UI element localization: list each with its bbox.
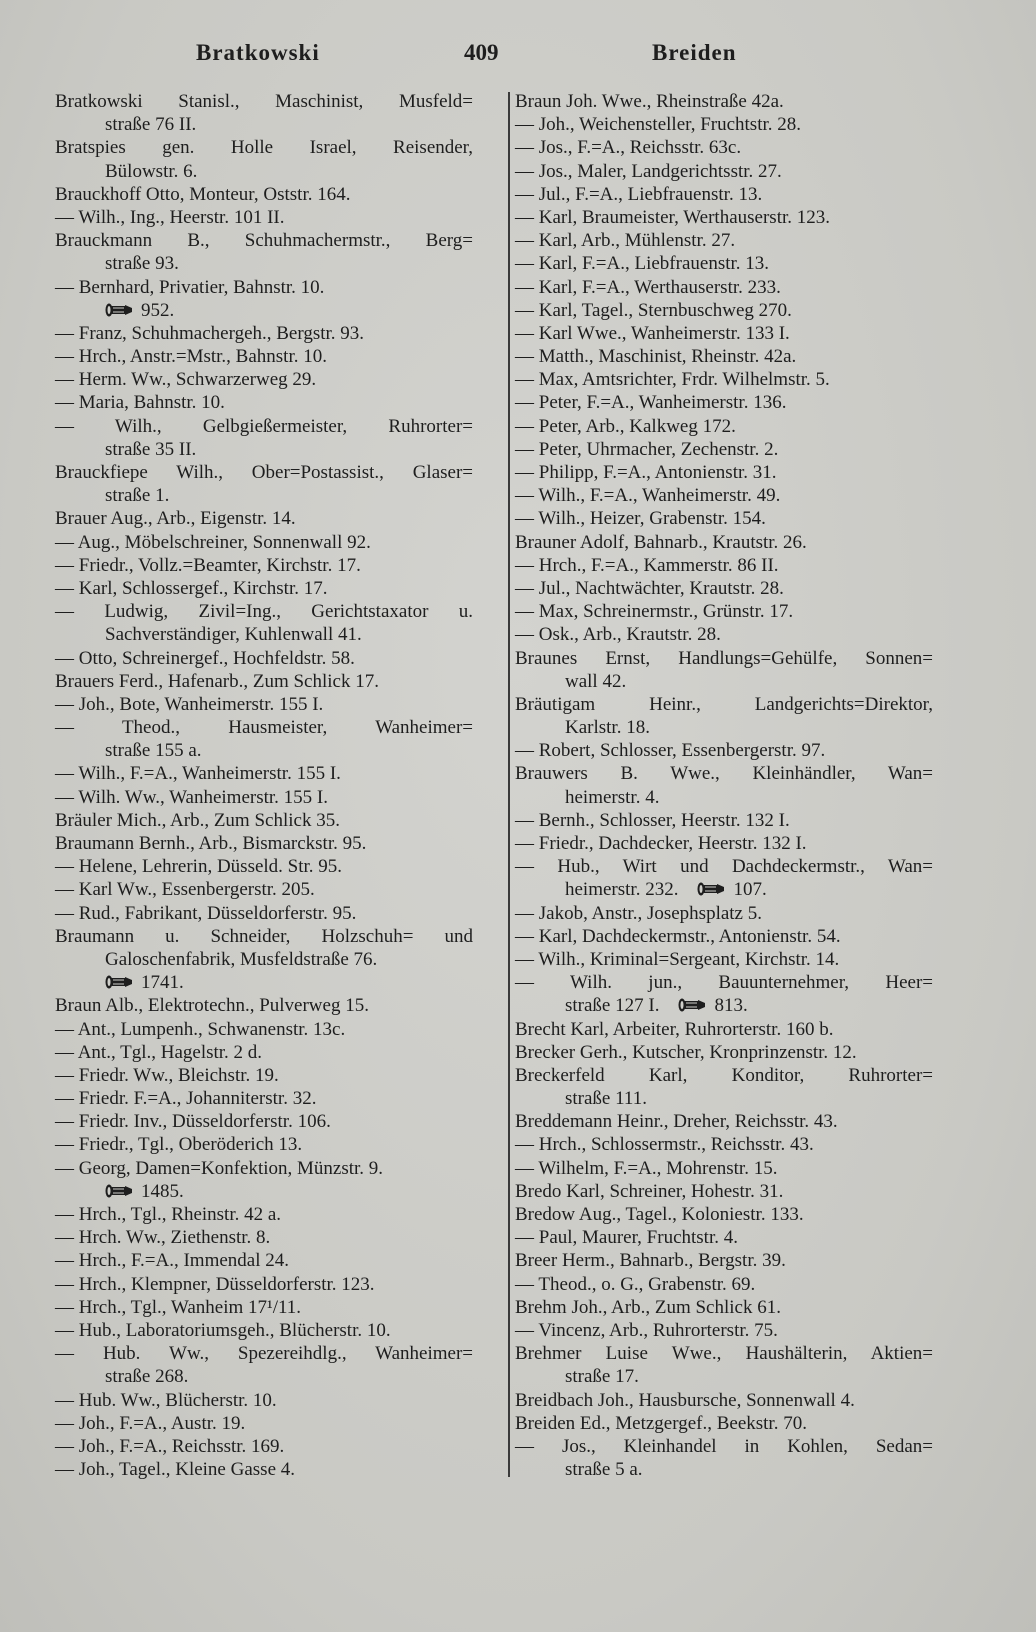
sub-entry: [55, 902, 473, 925]
entry-text: — Hub., Laboratoriumsgeh., Blücherstr. 10.: [55, 1319, 391, 1341]
entry-text: straße 93.: [105, 253, 179, 275]
directory-entry: [55, 994, 473, 1017]
entry-text: straße 35 II.: [105, 438, 197, 460]
entry-text: — Jul., Nachtwächter, Krautstr. 28.: [515, 577, 784, 599]
directory-entry: [55, 925, 473, 948]
entry-text: — Ant., Tgl., Hagelstr. 2 d.: [55, 1041, 263, 1063]
sub-entry: [515, 391, 933, 414]
directory-entry: [515, 1064, 933, 1087]
entry-text: Breddemann Heinr., Dreher, Reichsstr. 43.: [515, 1111, 838, 1133]
telephone-number: 813.: [714, 995, 748, 1017]
entry-text: — Osk., Arb., Krautstr. 28.: [515, 624, 721, 646]
sub-entry: [55, 600, 473, 623]
entry-text: straße 5 a.: [565, 1459, 643, 1481]
sub-entry: [55, 415, 473, 438]
sub-entry: [515, 577, 933, 600]
telephone-number: 952.: [141, 299, 175, 321]
directory-entry: [55, 136, 473, 159]
right-column: [515, 90, 933, 1481]
entry-text: — Jos., Kleinhandel in Kohlen, Sedan=: [515, 1435, 933, 1457]
sub-entry: [55, 1412, 473, 1435]
entry-text: Breidbach Joh., Hausbursche, Sonnenwall 4.: [515, 1389, 855, 1411]
telephone-icon: [105, 975, 135, 989]
directory-entry: [55, 832, 473, 855]
directory-entry: [515, 1203, 933, 1226]
entry-text: — Franz, Schuhmachergeh., Bergstr. 93.: [55, 322, 365, 344]
entry-text: — Herm. Ww., Schwarzerweg 29.: [55, 369, 317, 391]
sub-entry: [55, 693, 473, 716]
entry-text: heimerstr. 4.: [565, 786, 660, 808]
entry-text: — Matth., Maschinist, Rheinstr. 42a.: [515, 346, 797, 368]
sub-entry: [55, 531, 473, 554]
directory-entry: [515, 1412, 933, 1435]
sub-entry: [515, 484, 933, 507]
directory-entry: [55, 461, 473, 484]
entry-text: — Theod., o. G., Grabenstr. 69.: [515, 1273, 756, 1295]
directory-entry: [55, 809, 473, 832]
entry-text: — Bernhard, Privatier, Bahnstr. 10.: [55, 276, 325, 298]
entry-text: straße 111.: [565, 1088, 647, 1110]
entry-text: straße 155 a.: [105, 740, 202, 762]
sub-entry: [55, 647, 473, 670]
entry-text: Brauers Ferd., Hafenarb., Zum Schlick 17.: [55, 670, 379, 692]
directory-entry: [515, 1389, 933, 1412]
entry-text: Brauwers B. Wwe., Kleinhändler, Wan=: [515, 763, 933, 785]
entry-continuation: [515, 1458, 933, 1481]
entry-text: — Wilh., Heizer, Grabenstr. 154.: [515, 508, 766, 530]
directory-entry: [55, 670, 473, 693]
sub-entry: [55, 345, 473, 368]
entry-continuation: [515, 786, 933, 809]
sub-entry: [55, 716, 473, 739]
sub-entry: [515, 322, 933, 345]
sub-entry: [55, 1273, 473, 1296]
sub-entry: [55, 1389, 473, 1412]
sub-entry: [515, 1435, 933, 1458]
running-head-left: Bratkowski: [196, 40, 320, 65]
entry-text: — Peter, Uhrmacher, Zechenstr. 2.: [515, 438, 779, 460]
entry-text: — Joh., Tagel., Kleine Gasse 4.: [55, 1459, 295, 1481]
directory-entry: [515, 762, 933, 785]
sub-entry: [515, 832, 933, 855]
sub-entry: [515, 971, 933, 994]
entry-text: Bratkowski Stanisl., Maschinist, Musfeld=: [55, 91, 473, 112]
sub-entry: [515, 415, 933, 438]
entry-text: — Hrch., Tgl., Wanheim 17¹/11.: [55, 1296, 302, 1318]
entry-text: Bredow Aug., Tagel., Koloniestr. 133.: [515, 1204, 804, 1225]
entry-text: — Karl, Arb., Mühlenstr. 27.: [515, 230, 736, 252]
sub-entry: [515, 345, 933, 368]
sub-entry: [55, 1458, 473, 1481]
sub-entry: [55, 391, 473, 414]
entry-text: — Joh., F.=A., Austr. 19.: [55, 1412, 246, 1434]
sub-entry: [515, 1226, 933, 1249]
sub-entry: [515, 1133, 933, 1156]
sub-entry: [55, 1110, 473, 1133]
telephone-icon: [697, 882, 727, 896]
sub-entry: [515, 438, 933, 461]
entry-continuation: [55, 113, 473, 136]
entry-text: — Bernh., Schlosser, Heerstr. 132 I.: [515, 809, 790, 831]
entry-text: — Joh., Weichensteller, Fruchtstr. 28.: [515, 114, 802, 136]
entry-text: Braunes Ernst, Handlungs=Gehülfe, Sonnen=: [515, 647, 933, 669]
sub-entry: [515, 902, 933, 925]
sub-entry: [515, 461, 933, 484]
entry-continuation: [55, 299, 473, 322]
sub-entry: [515, 739, 933, 762]
entry-text: — Wilh. Ww., Wanheimerstr. 155 I.: [55, 786, 328, 808]
entry-text: — Friedr. Inv., Düsseldorferstr. 106.: [55, 1111, 331, 1133]
entry-text: — Hub., Wirt und Dachdeckermstr., Wan=: [515, 856, 933, 878]
sub-entry: [515, 276, 933, 299]
sub-entry: [55, 1087, 473, 1110]
sub-entry: [55, 1296, 473, 1319]
entry-text: Brauer Aug., Arb., Eigenstr. 14.: [55, 508, 296, 530]
entry-text: — Theod., Hausmeister, Wanheimer=: [55, 717, 473, 739]
entry-continuation: [55, 971, 473, 994]
running-head-right: Breiden: [652, 40, 737, 65]
telephone-number: 1741.: [141, 972, 184, 994]
sub-entry: [55, 1157, 473, 1180]
sub-entry: [515, 252, 933, 275]
entry-text: — Georg, Damen=Konfektion, Münzstr. 9.: [55, 1157, 384, 1179]
entry-text: — Peter, Arb., Kalkweg 172.: [515, 415, 736, 437]
entry-text: — Friedr. Ww., Bleichstr. 19.: [55, 1064, 279, 1086]
entry-continuation: [55, 1365, 473, 1388]
entry-text: Brauner Adolf, Bahnarb., Krautstr. 26.: [515, 531, 807, 553]
entry-text: Breckerfeld Karl, Konditor, Ruhrorter=: [515, 1064, 933, 1086]
entry-text: — Hrch., Anstr.=Mstr., Bahnstr. 10.: [55, 346, 327, 368]
sub-entry: [515, 368, 933, 391]
directory-entry: [515, 1180, 933, 1203]
entry-text: — Jakob, Anstr., Josephsplatz 5.: [515, 902, 762, 924]
entry-text: — Maria, Bahnstr. 10.: [55, 392, 225, 414]
entry-continuation: [55, 1180, 473, 1203]
directory-entry: [55, 90, 473, 113]
directory-entry: [515, 1018, 933, 1041]
entry-text: — Wilh., F.=A., Wanheimerstr. 155 I.: [55, 763, 341, 785]
entry-continuation: [515, 1087, 933, 1110]
entry-text: — Joh., F.=A., Reichsstr. 169.: [55, 1435, 285, 1457]
entry-text: Sachverständiger, Kuhlenwall 41.: [105, 624, 362, 646]
entry-text: Brauckhoff Otto, Monteur, Oststr. 164.: [55, 183, 351, 205]
sub-entry: [55, 1041, 473, 1064]
sub-entry: [515, 809, 933, 832]
sub-entry: [55, 368, 473, 391]
entry-text: straße 17.: [565, 1366, 639, 1388]
entry-text: — Wilhelm, F.=A., Mohrenstr. 15.: [515, 1157, 778, 1179]
directory-entry: [515, 647, 933, 670]
entry-text: Karlstr. 18.: [565, 717, 650, 739]
entry-continuation: [55, 739, 473, 762]
entry-text: wall 42.: [565, 670, 627, 692]
entry-text: Brecht Karl, Arbeiter, Ruhrorterstr. 160 b.: [515, 1018, 834, 1040]
entry-text: Bräuler Mich., Arb., Zum Schlick 35.: [55, 809, 340, 831]
entry-text: — Paul, Maurer, Fruchtstr. 4.: [515, 1227, 738, 1249]
entry-text: — Hrch., F.=A., Immendal 24.: [55, 1250, 289, 1272]
entry-text: — Hrch., Schlossermstr., Reichsstr. 43.: [515, 1134, 814, 1156]
sub-entry: [55, 554, 473, 577]
entry-text: — Friedr., Dachdecker, Heerstr. 132 I.: [515, 833, 807, 854]
entry-text: — Vincenz, Arb., Ruhrorterstr. 75.: [515, 1319, 778, 1341]
directory-entry: [515, 531, 933, 554]
entry-text: — Hub. Ww., Blücherstr. 10.: [55, 1389, 277, 1411]
entry-text: straße 268.: [105, 1366, 189, 1388]
sub-entry: [515, 948, 933, 971]
sub-entry: [515, 600, 933, 623]
entry-text: Braumann u. Schneider, Holzschuh= und: [55, 925, 473, 947]
entry-text: — Wilh., Kriminal=Sergeant, Kirchstr. 14.: [515, 948, 840, 970]
sub-entry: [55, 1319, 473, 1342]
sub-entry: [55, 322, 473, 345]
entry-text: — Friedr., Tgl., Oberöderich 13.: [55, 1134, 303, 1156]
directory-entry: [515, 1041, 933, 1064]
entry-text: straße 1.: [105, 485, 170, 507]
entry-text: — Wilh., Gelbgießermeister, Ruhrorter=: [55, 415, 473, 437]
entry-continuation: [515, 878, 933, 901]
sub-entry: [55, 1018, 473, 1041]
telephone-icon: [105, 303, 135, 317]
entry-text: — Karl, F.=A., Liebfrauenstr. 13.: [515, 253, 770, 275]
sub-entry: [55, 276, 473, 299]
entry-continuation: [55, 160, 473, 183]
entry-continuation: [55, 252, 473, 275]
entry-text: — Max, Schreinermstr., Grünstr. 17.: [515, 601, 794, 623]
directory-entry: [55, 183, 473, 206]
entry-continuation: [55, 484, 473, 507]
sub-entry: [55, 878, 473, 901]
directory-entry: [515, 693, 933, 716]
entry-text: — Karl Ww., Essenbergerstr. 205.: [55, 879, 315, 901]
entry-text: — Aug., Möbelschreiner, Sonnenwall 92.: [55, 531, 371, 553]
sub-entry: [515, 623, 933, 646]
sub-entry: [55, 1203, 473, 1226]
sub-entry: [55, 206, 473, 229]
entry-text: Galoschenfabrik, Musfeldstraße 76.: [105, 948, 378, 970]
entry-text: Bratspies gen. Holle Israel, Reisender,: [55, 137, 473, 159]
entry-text: Brecker Gerh., Kutscher, Kronprinzenstr. 12.: [515, 1041, 857, 1063]
sub-entry: [515, 206, 933, 229]
sub-entry: [515, 183, 933, 206]
entry-text: — Hrch., F.=A., Kammerstr. 86 II.: [515, 554, 779, 576]
entry-text: — Hrch., Tgl., Rheinstr. 42 a.: [55, 1204, 282, 1225]
entry-text: — Karl, Tagel., Sternbuschweg 270.: [515, 299, 792, 321]
entry-text: — Max, Amtsrichter, Frdr. Wilhelmstr. 5.: [515, 369, 830, 391]
entry-text: Brehm Joh., Arb., Zum Schlick 61.: [515, 1296, 781, 1318]
telephone-icon: [105, 1184, 135, 1198]
entry-text: — Wilh., Ing., Heerstr. 101 II.: [55, 206, 285, 228]
entry-text: Braumann Bernh., Arb., Bismarckstr. 95.: [55, 833, 367, 854]
entry-text: — Jul., F.=A., Liebfrauenstr. 13.: [515, 183, 763, 205]
sub-entry: [515, 299, 933, 322]
entry-text: Breer Herm., Bahnarb., Bergstr. 39.: [515, 1250, 786, 1272]
sub-entry: [515, 855, 933, 878]
sub-entry: [55, 1342, 473, 1365]
entry-text: — Otto, Schreinergef., Hochfeldstr. 58.: [55, 647, 355, 669]
sub-entry: [515, 1273, 933, 1296]
entry-continuation: [55, 623, 473, 646]
directory-entry: [55, 507, 473, 530]
entry-text: — Hrch. Ww., Ziethenstr. 8.: [55, 1227, 271, 1249]
entry-text: — Hub. Ww., Spezereihdlg., Wanheimer=: [55, 1343, 473, 1365]
entry-text: — Joh., Bote, Wanheimerstr. 155 I.: [55, 693, 324, 715]
sub-entry: [55, 1249, 473, 1272]
entry-text: Braun Alb., Elektrotechn., Pulverweg 15.: [55, 995, 369, 1017]
entry-text: — Peter, F.=A., Wanheimerstr. 136.: [515, 392, 787, 414]
entry-text: Breiden Ed., Metzgergef., Beekstr. 70.: [515, 1412, 807, 1434]
entry-text: Brauckfiepe Wilh., Ober=Postassist., Glaser=: [55, 462, 473, 483]
sub-entry: [55, 1064, 473, 1087]
entry-text: — Karl, F.=A., Werthauserstr. 233.: [515, 276, 781, 298]
entry-text: straße 76 II.: [105, 114, 197, 136]
directory-entry: [55, 229, 473, 252]
directory-entry: [515, 1249, 933, 1272]
entry-text: — Rud., Fabrikant, Düsseldorferstr. 95.: [55, 902, 357, 924]
entry-text: straße 127 I.: [565, 995, 660, 1017]
sub-entry: [515, 1319, 933, 1342]
sub-entry: [515, 113, 933, 136]
telephone-number: 1485.: [141, 1180, 184, 1202]
entry-text: — Jos., F.=A., Reichsstr. 63c.: [515, 137, 742, 159]
sub-entry: [515, 229, 933, 252]
sub-entry: [515, 507, 933, 530]
entry-text: — Wilh., F.=A., Wanheimerstr. 49.: [515, 485, 781, 507]
entry-text: — Friedr. F.=A., Johanniterstr. 32.: [55, 1088, 317, 1110]
sub-entry: [55, 855, 473, 878]
telephone-icon: [678, 998, 708, 1012]
directory-entry: [515, 1342, 933, 1365]
entry-text: Brehmer Luise Wwe., Haushälterin, Aktien=: [515, 1343, 933, 1365]
entry-continuation: [515, 1365, 933, 1388]
sub-entry: [515, 160, 933, 183]
entry-text: heimerstr. 232.: [565, 879, 679, 901]
sub-entry: [515, 554, 933, 577]
entry-text: — Karl, Dachdeckermstr., Antonienstr. 54.: [515, 925, 841, 947]
sub-entry: [55, 762, 473, 785]
entry-text: Brauckmann B., Schuhmachermstr., Berg=: [55, 230, 473, 252]
entry-text: — Karl Wwe., Wanheimerstr. 133 I.: [515, 322, 790, 344]
entry-text: — Jos., Maler, Landgerichtsstr. 27.: [515, 160, 782, 182]
entry-text: — Karl, Schlossergef., Kirchstr. 17.: [55, 577, 328, 599]
sub-entry: [55, 577, 473, 600]
entry-text: — Robert, Schlosser, Essenbergerstr. 97.: [515, 740, 826, 762]
sub-entry: [55, 1133, 473, 1156]
left-column: [55, 90, 473, 1481]
sub-entry: [55, 1435, 473, 1458]
entry-text: — Philipp, F.=A., Antonienstr. 31.: [515, 462, 777, 483]
entry-text: — Karl, Braumeister, Werthauserstr. 123.: [515, 206, 831, 228]
entry-text: — Hrch., Klempner, Düsseldorferstr. 123.: [55, 1273, 375, 1295]
entry-text: — Ant., Lumpenh., Schwanenstr. 13c.: [55, 1018, 346, 1040]
sub-entry: [515, 136, 933, 159]
sub-entry: [55, 786, 473, 809]
sub-entry: [515, 925, 933, 948]
entry-text: Bülowstr. 6.: [105, 160, 198, 182]
entry-text: Bredo Karl, Schreiner, Hohestr. 31.: [515, 1180, 784, 1202]
directory-entry: [515, 1296, 933, 1319]
entry-continuation: [55, 438, 473, 461]
entry-text: — Wilh. jun., Bauunternehmer, Heer=: [515, 972, 933, 994]
entry-continuation: [515, 716, 933, 739]
entry-continuation: [55, 948, 473, 971]
directory-entry: [515, 1110, 933, 1133]
entry-text: — Helene, Lehrerin, Düsseld. Str. 95.: [55, 856, 343, 878]
entry-continuation: [515, 670, 933, 693]
entry-text: Braun Joh. Wwe., Rheinstraße 42a.: [515, 91, 784, 112]
sub-entry: [55, 1226, 473, 1249]
entry-text: — Friedr., Vollz.=Beamter, Kirchstr. 17.: [55, 554, 361, 576]
entry-text: Bräutigam Heinr., Landgerichts=Direktor,: [515, 693, 933, 715]
entry-continuation: [515, 994, 933, 1017]
column-divider: [508, 92, 510, 1477]
telephone-number: 107.: [733, 879, 767, 901]
directory-entry: [515, 90, 933, 113]
sub-entry: [515, 1157, 933, 1180]
page-number: 409: [464, 40, 499, 65]
entry-text: — Ludwig, Zivil=Ing., Gerichtstaxator u.: [55, 601, 473, 623]
